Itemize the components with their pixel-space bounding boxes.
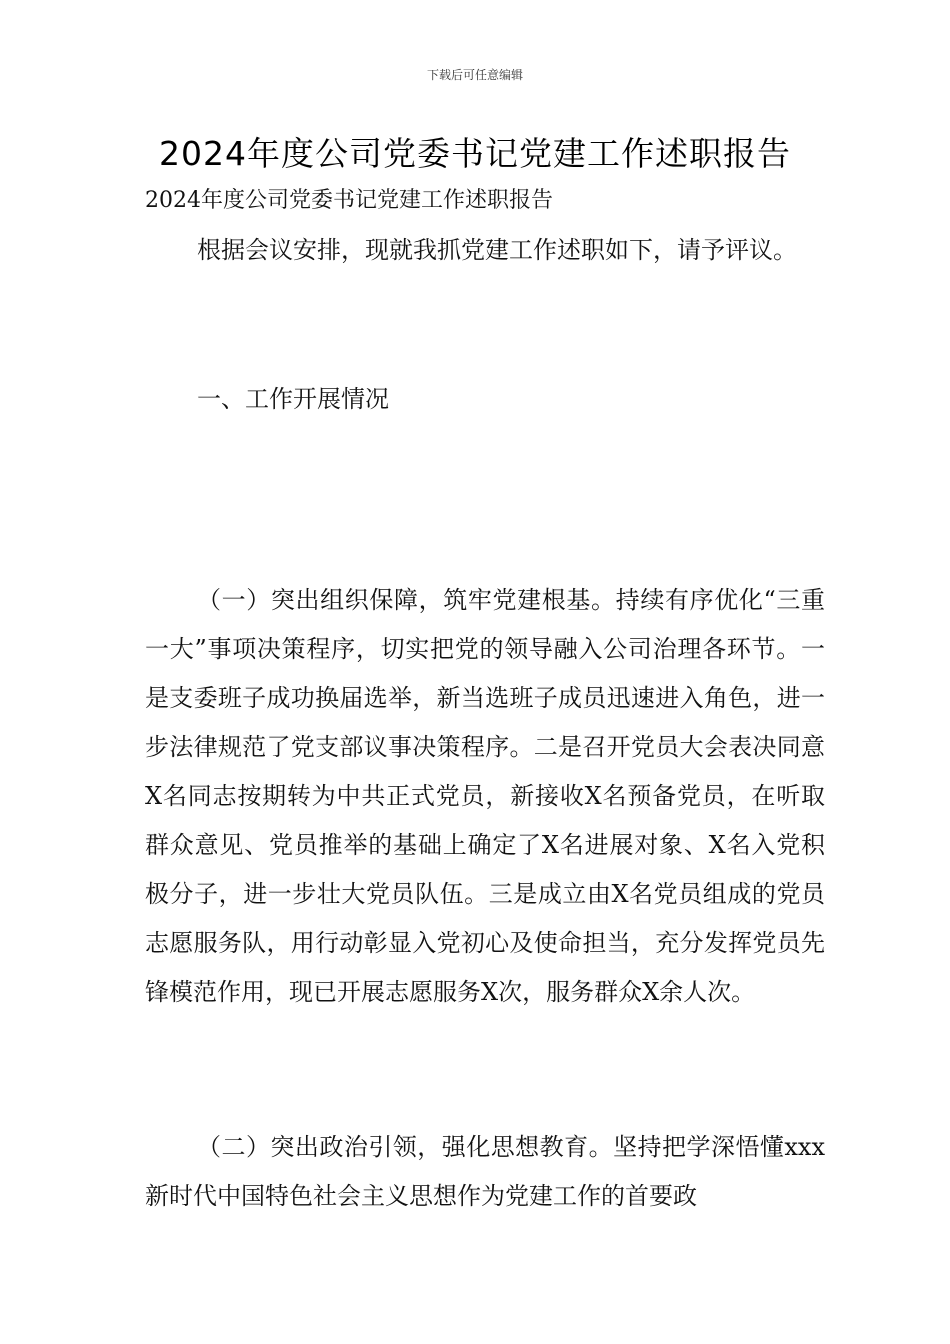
document-subtitle: 2024年度公司党委书记党建工作述职报告 xyxy=(145,188,553,213)
intro-paragraph: 根据会议安排，现就我抓党建工作述职如下，请予评议。 xyxy=(197,236,797,264)
item-two-paragraph: （二）突出政治引领，强化思想教育。坚持把学深悟懂xxx新时代中国特色社会主义思想作为党建工作的首要政 xyxy=(145,1133,825,1210)
document-title: 2024年度公司党委书记党建工作述职报告 xyxy=(159,134,791,173)
section-heading: 一、工作开展情况 xyxy=(197,385,389,413)
item-one-paragraph: （一）突出组织保障，筑牢党建根基。持续有序优化“三重一大”事项决策程序，切实把党的领导融入公司治理各环节。一是支委班子成功换届选举，新当选班子成员迅速进入角色，进一步法律规范了党支部议事决策程序。二是召开党员大会表决同意X名同志按期转为中共正式党员，新接收X名预备党员，在听取群众意见、党员推举的基础上确定了X名进展对象、X名入党积极分子，进一步壮大党员队伍。三是成立由X名党员组成的党员志愿服务队，用行动彰显入党初心及使命担当，充分发挥党员先锋模范作用，现已开展志愿服务X次，服务群众X余人次。 xyxy=(145,586,825,1006)
header-note: 下载后可任意编辑 xyxy=(426,68,523,82)
